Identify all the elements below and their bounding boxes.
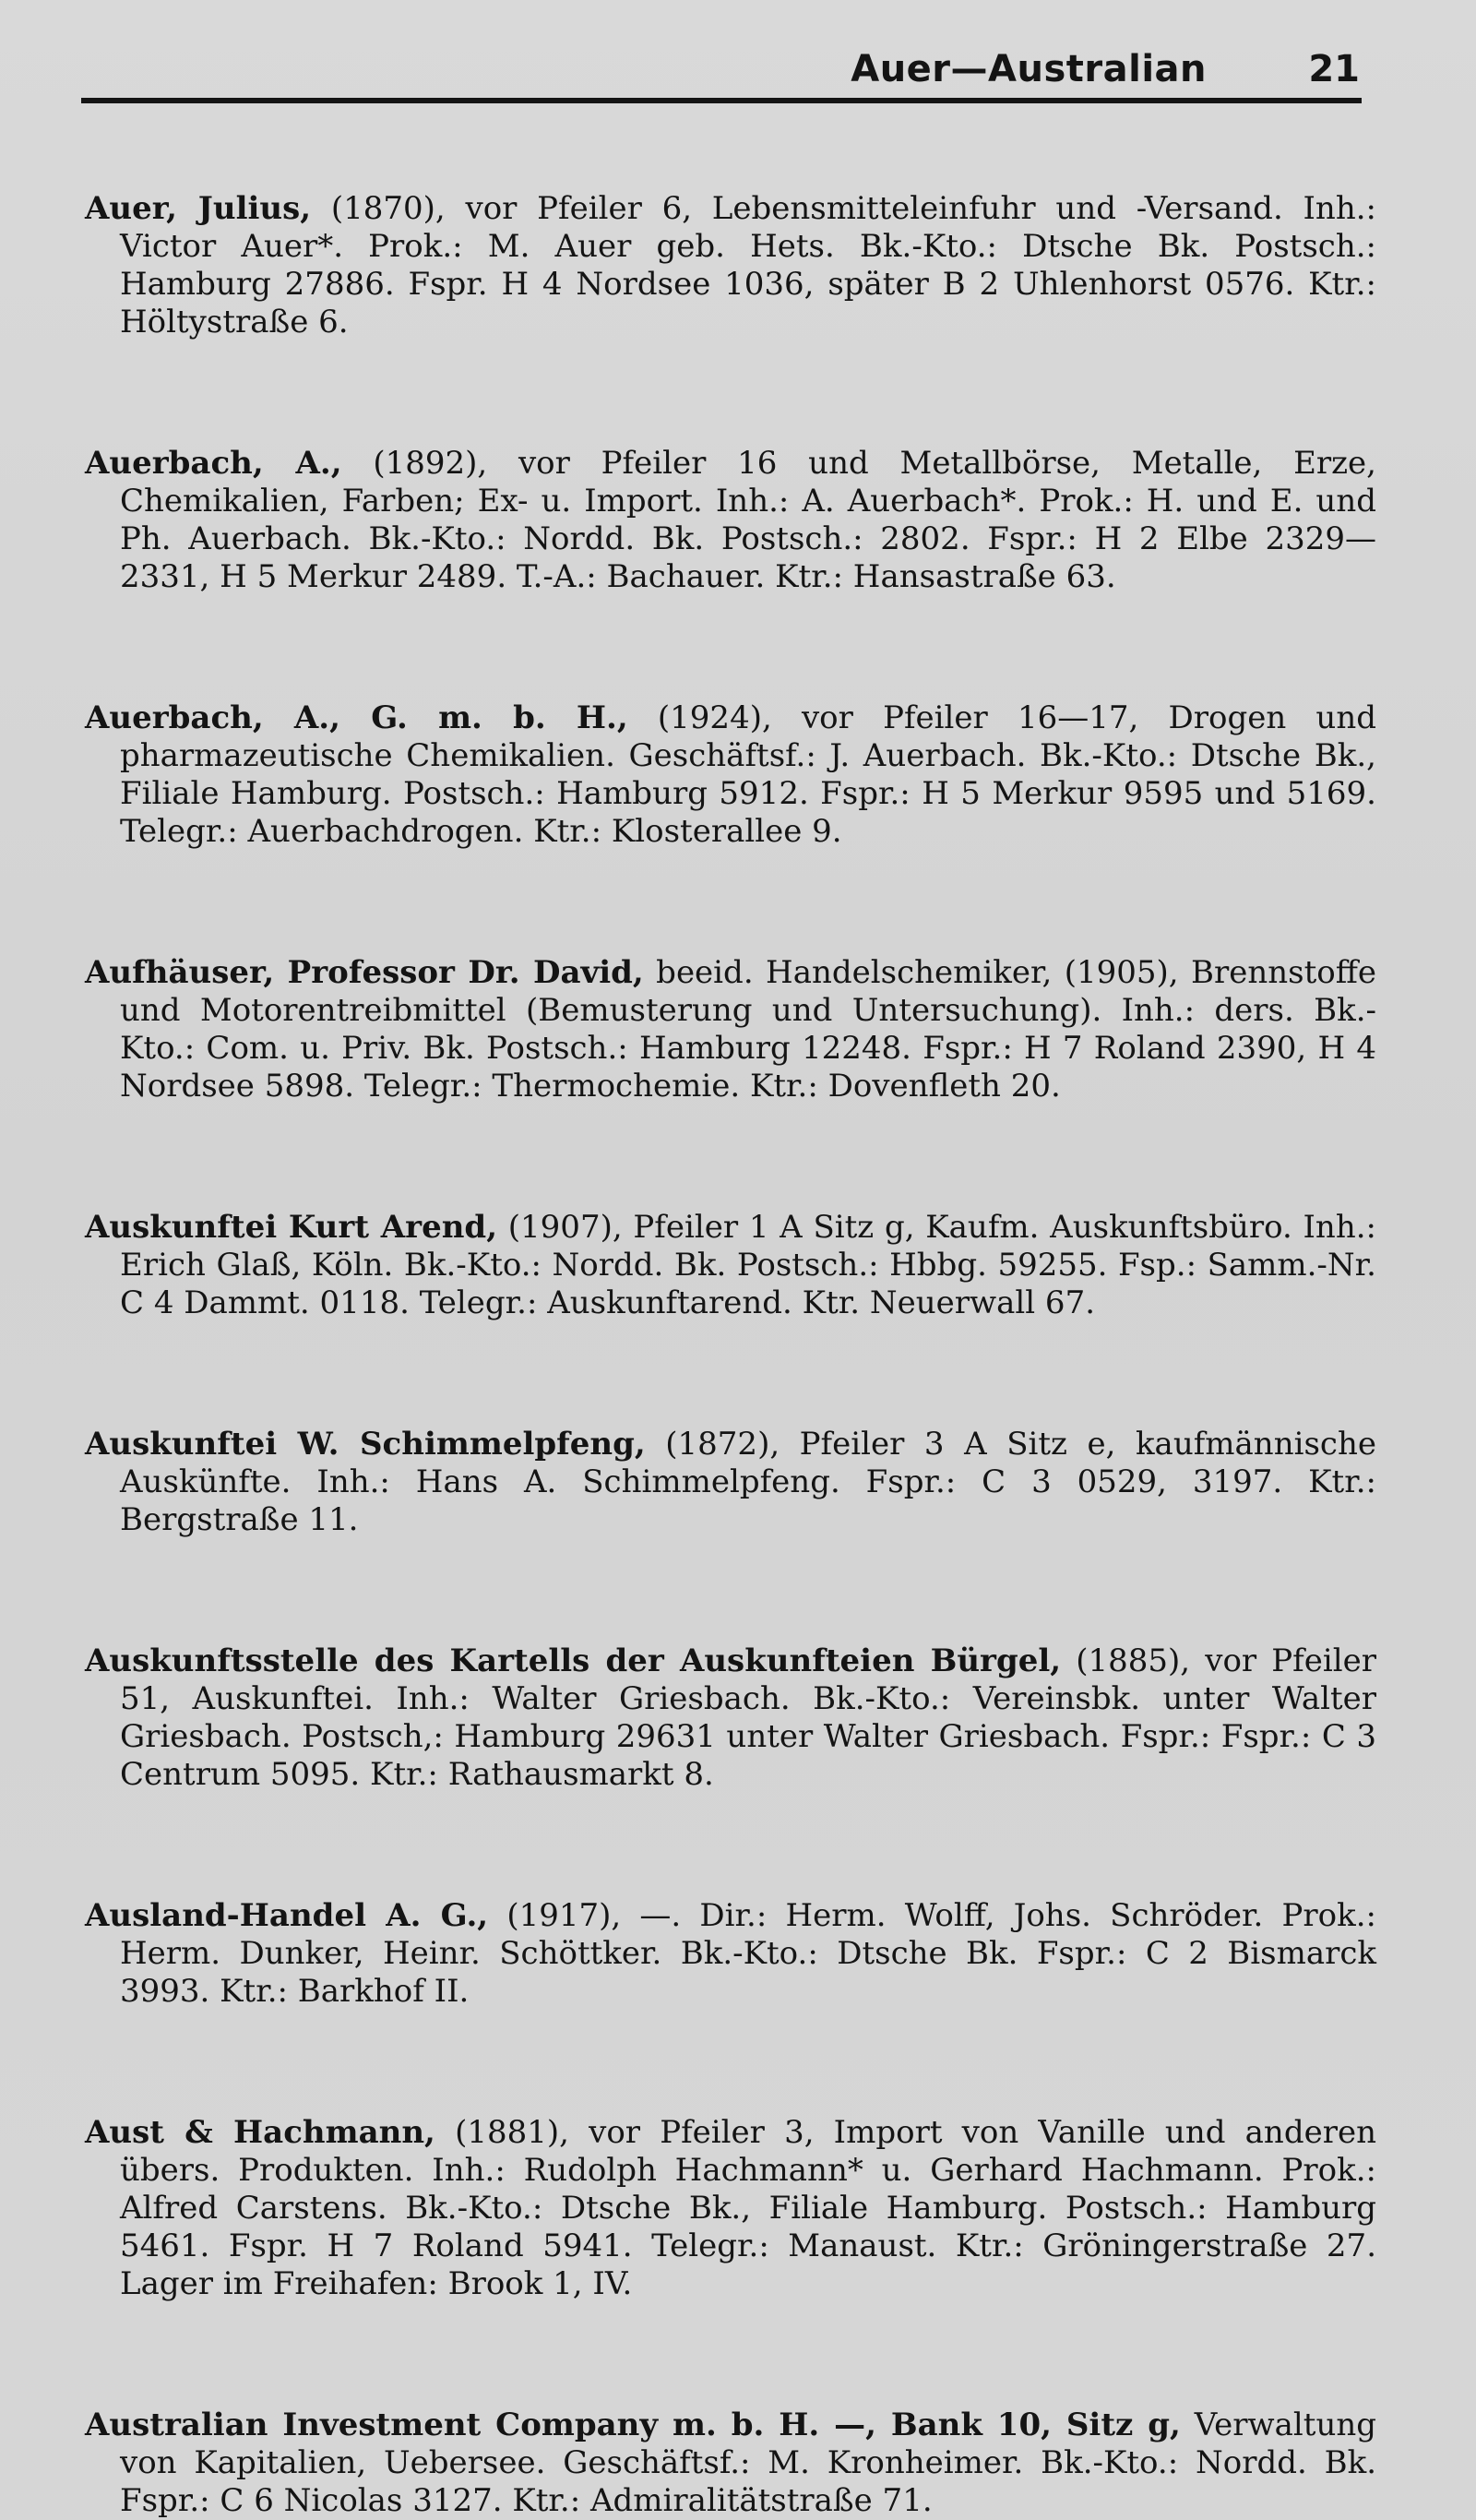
directory-entry [85,2407,1376,2520]
entry-body: beeid. Handelschemiker, (1905), Brennstoffe und Motorentreibmittel (Bemusterung und Untersuchung). Inh.: ders. Bk.-Kto.: Com. u. Priv. Bk. Postsch.: Hamburg 12248. Fspr.: H 7 Roland 2390, H 4 Nordsee 5898. Telegr.: Thermochemie. Ktr.: Dovenfleth 20. [120,954,1376,1105]
entry-name: Auskunftei W. Schimmelpfeng, [85,1426,646,1463]
directory-entry [85,445,1376,596]
directory-entry [85,1897,1376,2011]
entry-body: (1917), —. Dir.: Herm. Wolff, Johs. Schröder. Prok.: Herm. Dunker, Heinr. Schöttker. Bk.-Kto.: Dtsche Bk. Fspr.: C 2 Bismarck 3993. Ktr.: Barkhof II. [120,1897,1376,2010]
entry-name: Ausland-Handel A. G., [85,1897,489,1934]
entry-body: Verwaltung von Kapitalien, Uebersee. Geschäftsf.: M. Kronheimer. Bk.-Kto.: Nordd. Bk. Fspr.: C 6 Nicolas 3127. Ktr.: Admiralitätstraße 71. [120,2407,1377,2519]
entry-body: (1872), Pfeiler 3 A Sitz e, kaufmännische Auskünfte. Inh.: Hans A. Schimmelpfeng. Fspr.: C 3 0529, 3197. Ktr.: Bergstraße 11. [120,1426,1376,1538]
entry-name: Aufhäuser, Professor Dr. David, [85,954,644,991]
directory-entries [85,159,1376,2520]
entry-body: (1881), vor Pfeiler 3, Import von Vanille und anderen übers. Produkten. Inh.: Rudolph Hachmann* u. Gerhard Hachmann. Prok.: Alfred Carstens. Bk.-Kto.: Dtsche Bk., Filiale Hamburg. Postsch.: Hamburg 5461. Fspr. H 7 Roland 5941. Telegr.: Manaust. Ktr.: Gröningerstraße 27. Lager im Freihafen: Brook 1, IV. [120,2114,1376,2302]
directory-entry [85,190,1376,341]
entry-body: (1892), vor Pfeiler 16 und Metallbörse, Metalle, Erze, Chemikalien, Farben; Ex- u. Import. Inh.: A. Auerbach*. Prok.: H. und E. und Ph. Auerbach. Bk.-Kto.: Nordd. Bk. Postsch.: 2802. Fspr.: H 2 Elbe 2329—2331, H 5 Merkur 2489. T.-A.: Bachauer. Ktr.: Hansastraße 63. [120,445,1376,595]
entry-name: Auer, Julius, [85,190,312,227]
entry-name: Auerbach, A., G. m. b. H., [85,699,628,736]
directory-entry [85,699,1376,851]
page-header [81,42,1362,98]
entry-name: Australian Investment Company m. b. H. —, Bank 10, Sitz g, [85,2407,1181,2443]
entry-body: (1870), vor Pfeiler 6, Lebensmitteleinfuhr und -Versand. Inh.: Victor Auer*. Prok.: M. Auer geb. Hets. Bk.-Kto.: Dtsche Bk. Postsch.: Hamburg 27886. Fspr. H 4 Nordsee 1036, später B 2 Uhlenhorst 0576. Ktr.: Höltystraße 6. [120,190,1376,340]
entry-name: Aust & Hachmann, [85,2114,435,2151]
directory-entry [85,1209,1376,1322]
directory-entry [85,954,1376,1105]
entry-body: (1907), Pfeiler 1 A Sitz g, Kaufm. Auskunftsbüro. Inh.: Erich Glaß, Köln. Bk.-Kto.: Nordd. Bk. Postsch.: Hbbg. 59255. Fsp.: Samm.-Nr. C 4 Dammt. 0118. Telegr.: Auskunftarend. Ktr. Neuerwall 67. [120,1209,1376,1321]
entry-name: Auskunftei Kurt Arend, [85,1209,498,1246]
header-rule [81,98,1362,103]
directory-entry [85,1426,1376,1539]
running-head: Auer—Australian [851,48,1207,90]
entry-body: (1924), vor Pfeiler 16—17, Drogen und pharmazeutische Chemikalien. Geschäftsf.: J. Auerbach. Bk.-Kto.: Dtsche Bk., Filiale Hamburg. Postsch.: Hamburg 5912. Fspr.: H 5 Merkur 9595 und 5169. Telegr.: Auerbachdrogen. Ktr.: Klosterallee 9. [120,699,1376,850]
page-number: 21 [1308,48,1360,90]
entry-body: (1885), vor Pfeiler 51, Auskunftei. Inh.: Walter Griesbach. Bk.-Kto.: Vereinsbk. unter Walter Griesbach. Postsch,: Hamburg 29631 unter Walter Griesbach. Fspr.: Fspr.: C 3 Centrum 5095. Ktr.: Rathausmarkt 8. [120,1642,1376,1793]
entry-name: Auerbach, A., [85,445,342,482]
directory-entry [85,2114,1376,2303]
entry-name: Auskunftsstelle des Kartells der Auskunfteien Bürgel, [85,1642,1062,1679]
directory-entry [85,1642,1376,1794]
